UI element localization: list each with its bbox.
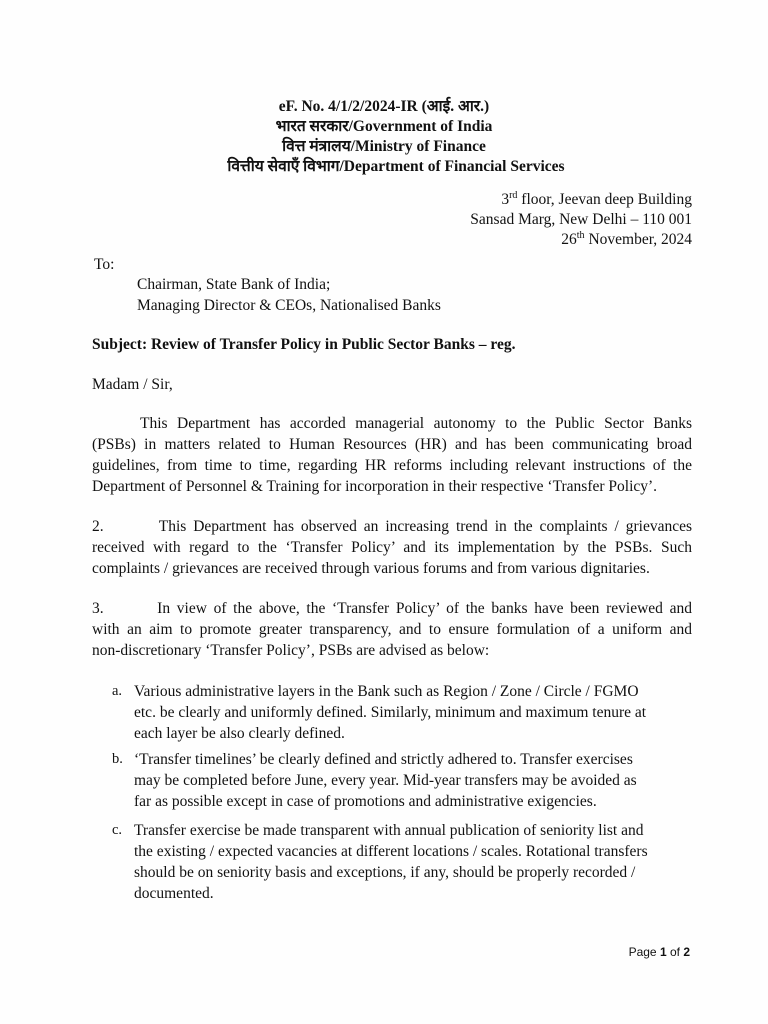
list-marker: b. <box>112 751 123 767</box>
list-marker: c. <box>112 822 123 838</box>
to-label: To: <box>94 256 115 273</box>
letter-date: 26th November, 2024 <box>561 229 692 248</box>
recipient-line: Chairman, State Bank of India; <box>137 276 331 293</box>
paragraph-1 <box>92 413 692 497</box>
paragraph-line: This Department has accorded managerial autonomy to the Public Sector Banks <box>140 415 692 432</box>
list-item-line: far as possible except in case of promotions and administrative exigencies. <box>134 793 597 810</box>
list-item-line: may be completed before June, every year. Mid-year transfers may be avoided as <box>134 772 637 789</box>
list-item-line: the existing / expected vacancies at different locations / scales. Rotational transfers <box>134 843 648 860</box>
paragraph-line: 3. In view of the above, the ‘Transfer Policy’ of the banks have been reviewed and <box>92 600 692 617</box>
list-item-line: should be on seniority basis and exceptions, if any, should be properly recorded / <box>134 864 636 881</box>
file-number: eF. No. 4/1/2/2024-IR (आई. आर.) <box>278 98 490 115</box>
subject-line: Subject: Review of Transfer Policy in Public Sector Banks – reg. <box>92 336 516 353</box>
address-street: Sansad Marg, New Delhi – 110 001 <box>470 211 692 228</box>
salutation: Madam / Sir, <box>92 376 173 393</box>
government-heading: भारत सरकार/Government of India <box>275 118 493 135</box>
list-item-line: etc. be clearly and uniformly defined. Similarly, minimum and maximum tenure at <box>134 704 647 721</box>
paragraph-line: guidelines, from time to time, regarding HR reforms including relevant instructions of the <box>92 457 692 474</box>
paragraph-3 <box>92 598 692 661</box>
ministry-heading: वित्त मंत्रालय/Ministry of Finance <box>282 138 486 155</box>
paragraph-line: with an aim to promote greater transparency, and to ensure formulation of a uniform and <box>92 621 692 638</box>
paragraph-line: Department of Personnel & Training for incorporation in their respective ‘Transfer Policy’. <box>92 478 658 495</box>
department-heading: वित्तीय सेवाएँ विभाग/Department of Financial Services <box>227 158 565 175</box>
list-item-line: Various administrative layers in the Bank such as Region / Zone / Circle / FGMO <box>134 683 639 700</box>
paragraph-line: complaints / grievances are received through various forums and from various dignitaries. <box>92 560 650 577</box>
page-number: Page 1 of 2 <box>628 945 690 959</box>
paragraph-line: (PSBs) in matters related to Human Resources (HR) and has been communicating broad <box>92 436 692 453</box>
address-floor: 3rd floor, Jeevan deep Building <box>501 189 692 208</box>
list-item-line: Transfer exercise be made transparent with annual publication of seniority list and <box>134 822 644 839</box>
list-item-line: each layer be also clearly defined. <box>134 725 345 742</box>
recipient-line: Managing Director & CEOs, Nationalised Banks <box>137 297 441 314</box>
paragraph-line: received with regard to the ‘Transfer Policy’ and its implementation by the PSBs. Such <box>92 539 692 556</box>
paragraph-line: 2. This Department has observed an increasing trend in the complaints / grievances <box>92 518 692 535</box>
paragraph-line: non-discretionary ‘Transfer Policy’, PSBs are advised as below: <box>92 642 490 659</box>
list-item-line: ‘Transfer timelines’ be clearly defined and strictly adhered to. Transfer exercises <box>134 751 633 768</box>
paragraph-2 <box>92 516 692 579</box>
list-item-line: documented. <box>134 885 214 902</box>
list-marker: a. <box>112 683 123 699</box>
